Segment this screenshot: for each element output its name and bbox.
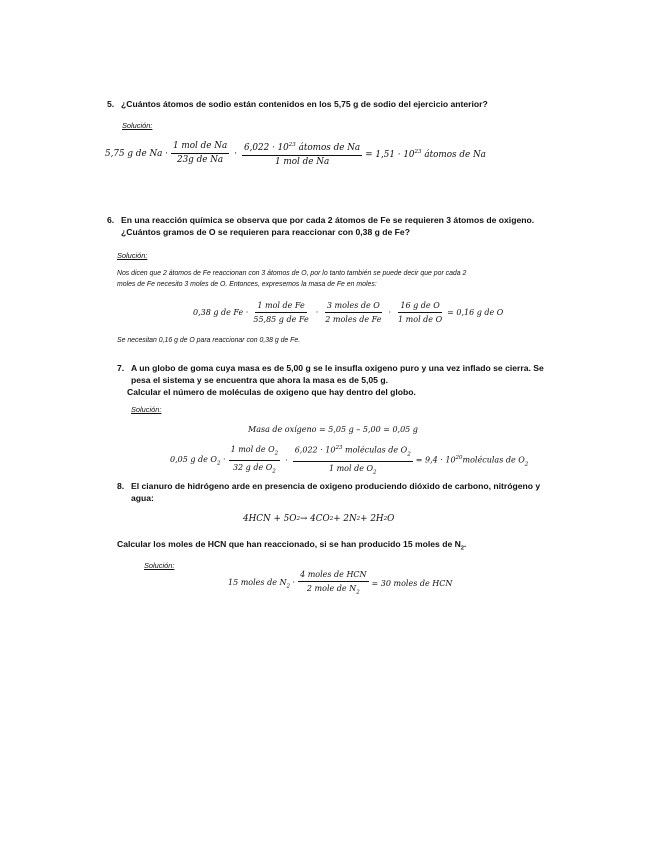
numerator: [242, 140, 362, 156]
equation-term: [170, 455, 226, 467]
question-number: 7.: [117, 363, 125, 373]
denominator-text: 32 g de O: [232, 463, 273, 473]
numerator: 3 moles de O: [325, 300, 382, 313]
result-text: moléculas de O: [462, 455, 525, 465]
question-text: ¿Cuántos átomos de sodio están contenidos en los 5,75 g de sodio del ejercicio anterior?: [121, 99, 488, 109]
term-text: ·: [220, 455, 226, 465]
denominator: 55,85 g de Fe: [253, 315, 309, 324]
operator: ·: [315, 308, 319, 317]
term-text: 0,05 g de O: [170, 455, 217, 465]
solution-label: Solución:: [131, 405, 162, 414]
fraction: [229, 444, 281, 478]
equation-q5: [105, 140, 486, 168]
denominator: [305, 582, 362, 599]
operator: ·: [234, 148, 237, 159]
subscript: 2: [216, 460, 221, 467]
question-5: [107, 98, 488, 110]
explanation-line: Nos dicen que 2 átomos de Fe reaccionan con 3 átomos de O, por lo tanto también se puede decir que por cada 2: [117, 270, 467, 277]
numerator: [229, 444, 281, 462]
denominator: 1 mol de O: [398, 315, 443, 324]
equation-term: 0,38 g de Fe ·: [193, 308, 249, 317]
numerator-text: 6,022 · 10: [244, 142, 289, 153]
equation-result: = 0,16 g de O: [447, 308, 504, 317]
subscript: 2: [524, 461, 529, 468]
numerator: [293, 443, 413, 462]
question-text: Calcular el número de moléculas de oxigeno que hay dentro del globo.: [127, 387, 416, 397]
reaction-term: 4HCN + 5O: [243, 514, 297, 524]
numerator: 16 g de O: [398, 300, 441, 313]
subscript: 2: [407, 451, 411, 458]
fraction: [323, 300, 383, 325]
exponent: 23: [335, 445, 343, 451]
solution-label: Solución:: [144, 561, 175, 570]
equation-term: 5,75 g de Na ·: [105, 148, 168, 159]
equation-result: = 30 moles de HCN: [371, 579, 453, 589]
question-text: A un globo de goma cuya masa es de 5,00 g se le insufla oxigeno puro y una vez inflado se cierra. Se: [131, 363, 544, 373]
explanation: [117, 268, 466, 290]
question-8: [117, 480, 540, 504]
denominator: 2 moles de Fe: [325, 315, 382, 324]
fraction: [251, 300, 310, 325]
result-text: = 1,51 · 10: [365, 149, 415, 160]
question-number: 8.: [117, 481, 125, 491]
operator: ·: [388, 308, 392, 317]
fraction: [293, 443, 413, 479]
mass-equation: Masa de oxígeno = 5,05 g – 5,00 = 0,05 g: [248, 425, 418, 434]
question-number: 6.: [107, 215, 115, 225]
solution-label: Solución:: [117, 251, 148, 260]
numerator-text: 6,022 · 10: [294, 445, 336, 455]
subscript: 2: [296, 516, 300, 522]
subscript: 2: [286, 583, 290, 590]
task-text-part: .: [463, 539, 467, 549]
fraction: [242, 140, 362, 168]
term-text: 15 moles de N: [228, 578, 287, 587]
question-text: ¿Cuántos gramos de O se requieren para reaccionar con 0,38 g de Fe?: [121, 227, 410, 237]
denominator-text: 1 mol de O: [328, 464, 374, 474]
solution-label: Solución:: [122, 121, 153, 130]
denominator: [327, 462, 379, 479]
result-text: átomos de Na: [421, 149, 486, 160]
fraction: [171, 141, 229, 166]
numerator: 4 moles de HCN: [298, 569, 368, 582]
fraction: [396, 300, 444, 325]
numerator: 1 mol de Fe: [255, 300, 306, 313]
question-6: [107, 214, 534, 238]
subscript: 2: [274, 450, 279, 457]
equation-q7: [170, 443, 528, 479]
subscript: 2: [356, 516, 361, 522]
denominator-text: 2 mole de N: [306, 584, 357, 593]
task-text: [117, 539, 466, 552]
numerator-text: 1 mol de O: [230, 444, 275, 454]
numerator-text: átomos de Na: [295, 142, 361, 153]
question-text: pesa el sistema y se encuentra que ahora la masa es de 5,05 g.: [131, 375, 388, 385]
reaction-term: O: [387, 514, 395, 524]
question-text: En una reacción química se observa que por cada 2 átomos de Fe se requieren 3 átomos de oxigeno.: [121, 215, 535, 225]
exponent: 23: [414, 148, 422, 155]
subscript: 2: [272, 469, 276, 476]
chemical-reaction: [243, 514, 394, 524]
numerator-text: moléculas de O: [342, 445, 408, 455]
subscript: 2: [329, 516, 334, 522]
reaction-term: → 4CO: [299, 514, 330, 524]
conclusion: Se necesitan 0,16 g de O para reaccionar con 0,38 g de Fe.: [117, 337, 301, 344]
equation-q6: [193, 300, 503, 325]
fraction: [298, 569, 368, 599]
subscript: 2: [460, 545, 464, 552]
equation-term: [228, 578, 295, 590]
equation-q8: [228, 569, 452, 599]
subscript: 2: [383, 516, 388, 522]
exponent: 20: [455, 454, 463, 461]
denominator: 1 mol de Na: [274, 156, 330, 167]
reaction-term: + 2H: [360, 514, 384, 524]
operator: ·: [285, 456, 288, 466]
denominator: 23g de Na: [176, 155, 224, 166]
denominator: [231, 461, 278, 478]
question-number: 5.: [107, 99, 115, 109]
reaction-term: + 2N: [333, 514, 357, 524]
task-text-part: Calcular los moles de HCN que han reaccionado, si se han producido 15 moles de N: [117, 539, 461, 549]
question-text: El cianuro de hidrógeno arde en presencia de oxigeno produciendo dióxido de carbono, nitrógeno y: [131, 481, 541, 491]
equation-result: [416, 455, 529, 467]
exponent: 23: [288, 142, 296, 148]
subscript: 2: [373, 469, 377, 476]
question-7: [117, 362, 544, 398]
result-text: = 9,4 · 10: [415, 455, 456, 465]
numerator: 1 mol de Na: [171, 141, 229, 154]
term-text: ·: [289, 578, 296, 587]
equation-result: [365, 149, 486, 160]
subscript: 2: [356, 589, 360, 596]
question-text: agua:: [131, 493, 154, 503]
explanation-line: moles de Fe necesito 3 moles de O. Entonces, expresemos la masa de Fe en moles:: [117, 281, 377, 288]
